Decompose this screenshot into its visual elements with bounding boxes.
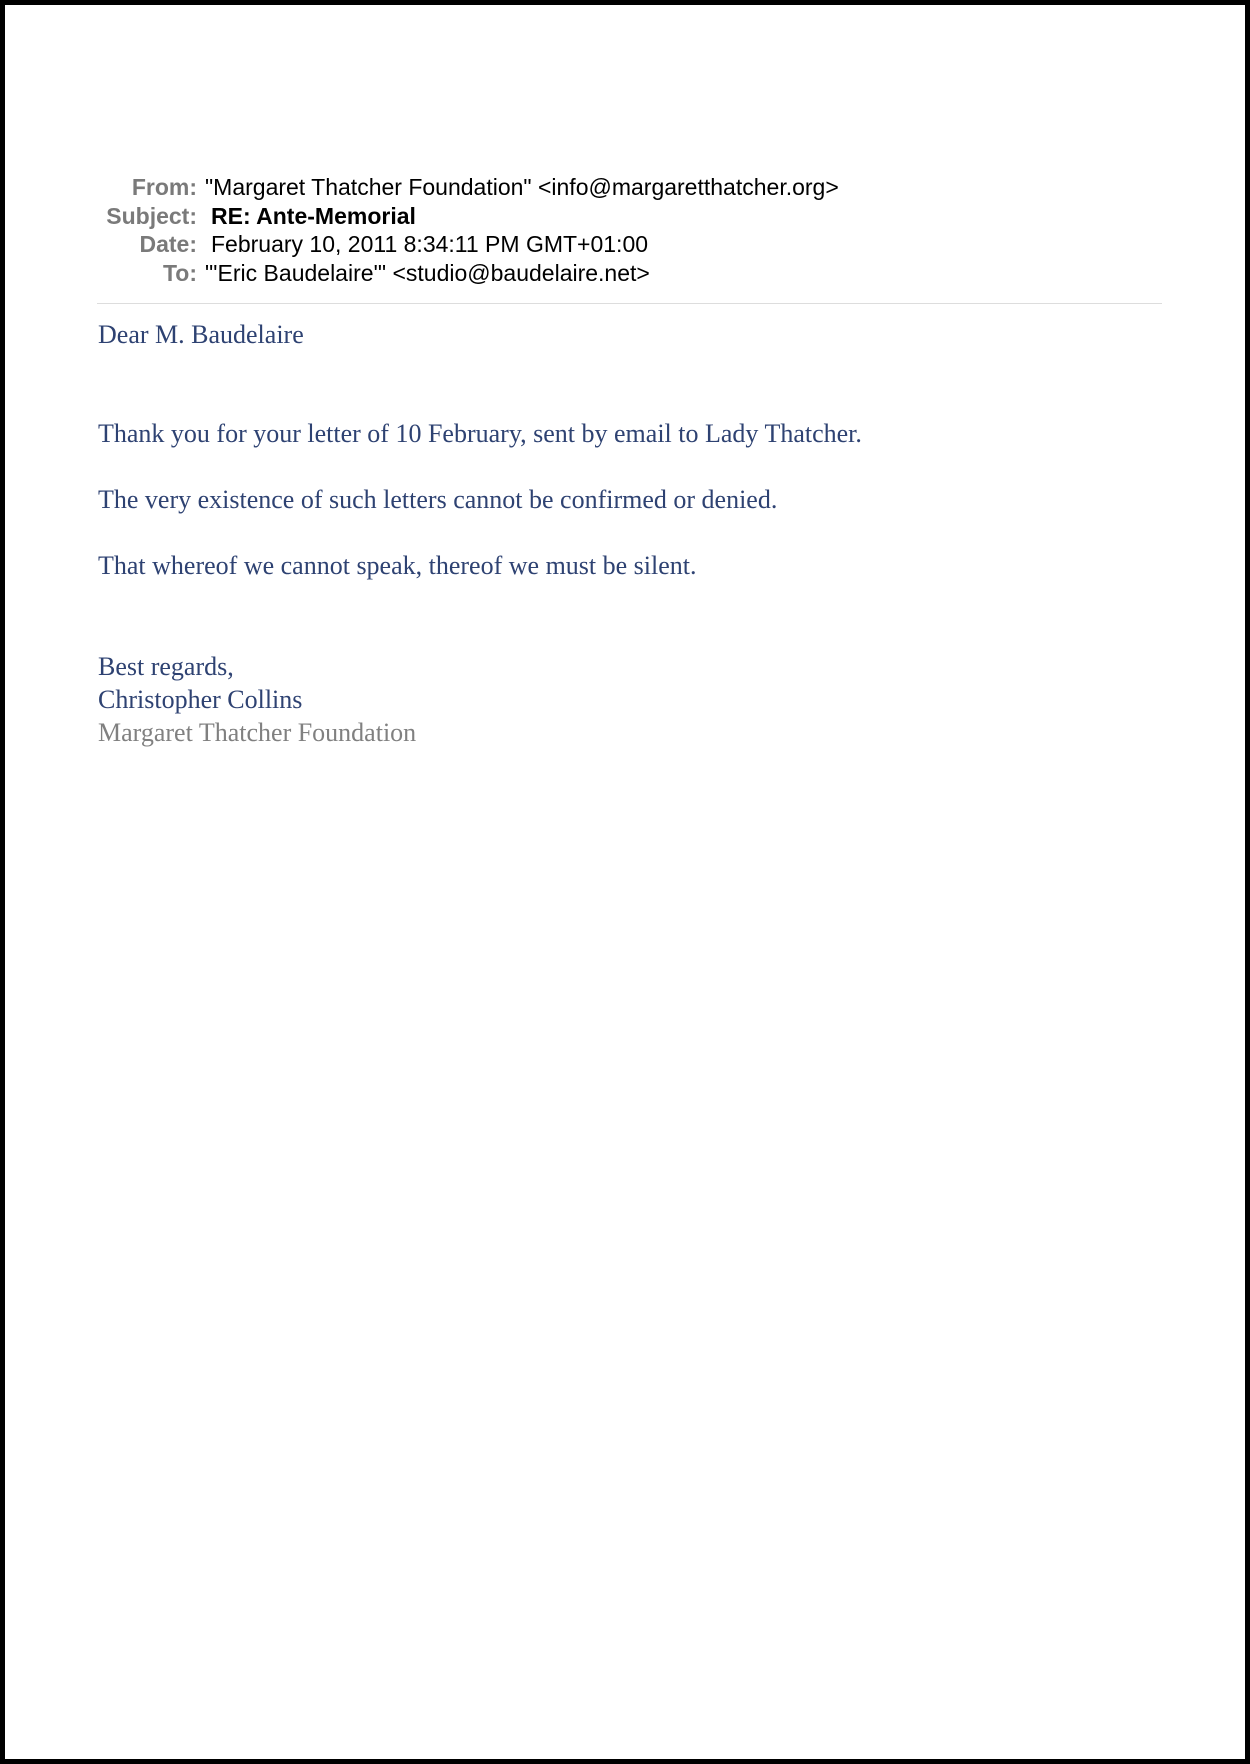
- date-value: February 10, 2011 8:34:11 PM GMT+01:00: [211, 231, 649, 257]
- to-value: "'Eric Baudelaire'" <studio@baudelaire.net>: [205, 259, 650, 286]
- signature-organization: Margaret Thatcher Foundation: [98, 718, 417, 747]
- subject-row: [95, 202, 839, 231]
- email-headers: [95, 173, 839, 287]
- from-value: "Margaret Thatcher Foundation" <info@margaretthatcher.org>: [205, 174, 839, 200]
- from-label: From:: [131, 174, 197, 200]
- subject-value: RE: Ante-Memorial: [211, 202, 416, 229]
- body-paragraph-3: That whereof we cannot speak, thereof we must be silent.: [98, 551, 697, 580]
- header-divider: [97, 303, 1162, 304]
- subject-label: Subject:: [106, 202, 197, 229]
- to-row: [95, 259, 839, 288]
- from-row: [95, 173, 839, 202]
- date-row: [95, 230, 839, 259]
- greeting: Dear M. Baudelaire: [98, 320, 304, 349]
- body-paragraph-2: The very existence of such letters cannot be confirmed or denied.: [98, 485, 778, 514]
- date-label: Date:: [139, 231, 197, 257]
- closing: Best regards,: [98, 652, 234, 681]
- signature-name: Christopher Collins: [98, 685, 303, 714]
- to-label: To:: [162, 259, 197, 286]
- body-paragraph-1: Thank you for your letter of 10 February, sent by email to Lady Thatcher.: [98, 419, 862, 448]
